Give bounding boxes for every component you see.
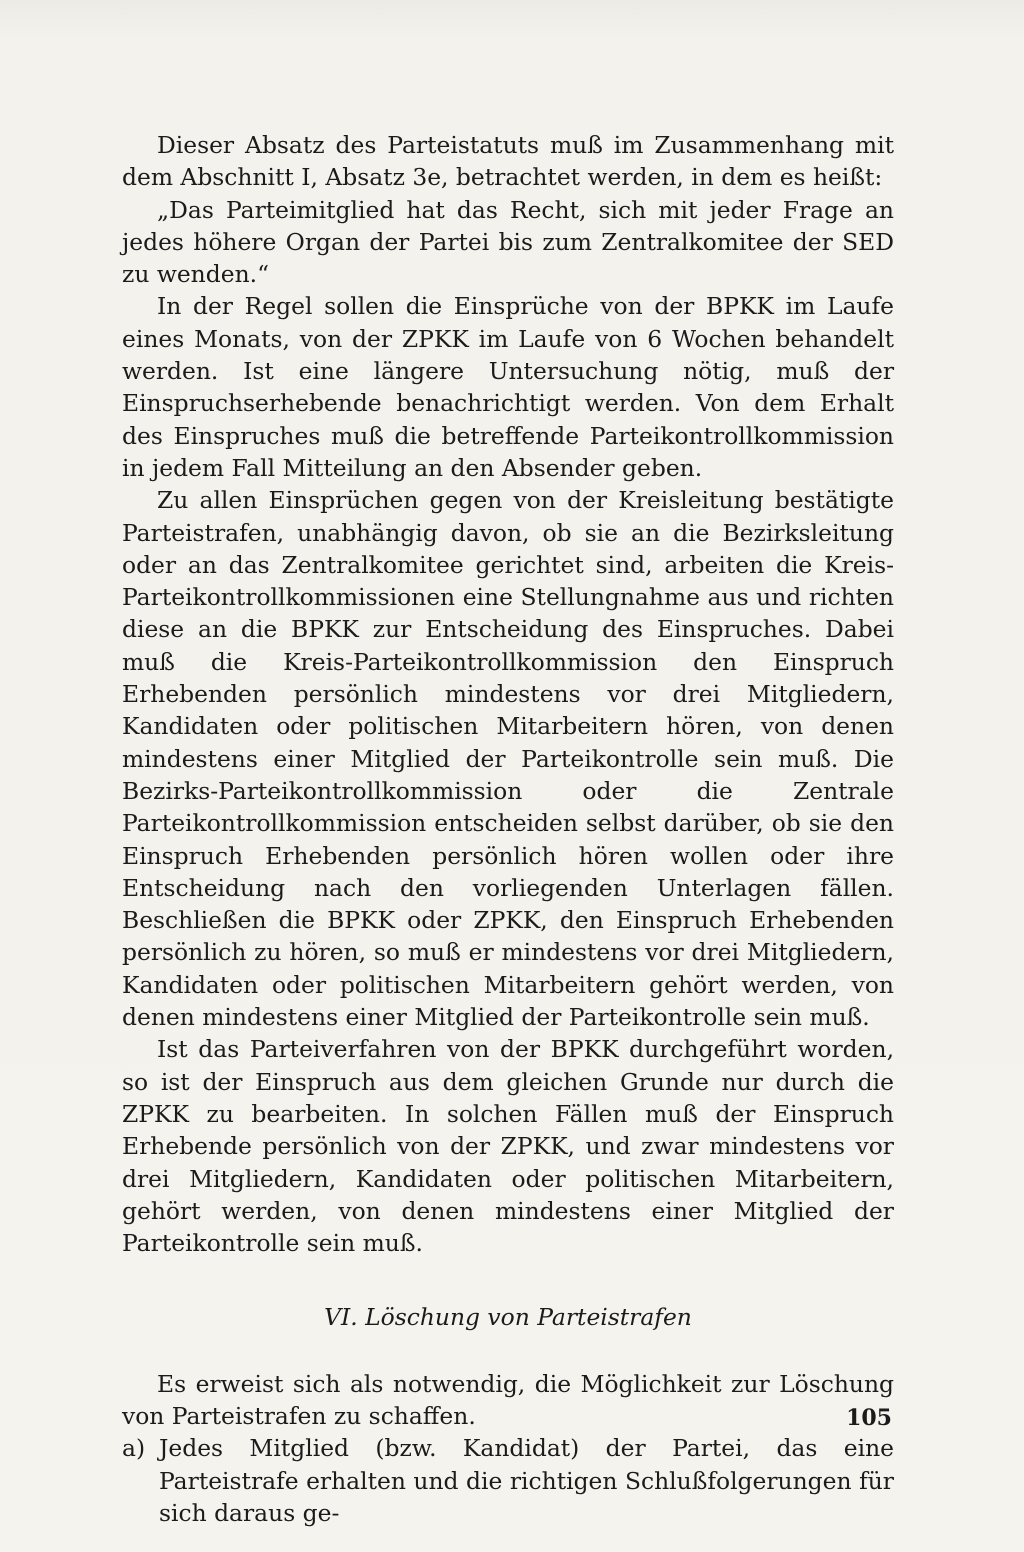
- paragraph: Es erweist sich als notwendig, die Möglichkeit zur Löschung von Parteistrafen zu schaffen.: [122, 1369, 894, 1430]
- quote-paragraph: „Das Parteimitglied hat das Recht, sich mit jeder Frage an jedes höhere Organ der Partei bis zum Zentralkomitee der SED zu wenden.“: [122, 195, 894, 289]
- paragraph: Ist das Parteiverfahren von der BPKK durchgeführt worden, so ist der Einspruch aus dem gleichen Grunde nur durch die ZPKK zu bearbeiten. In solchen Fällen muß der Einspruch Erhebende persönlich von der ZPKK, und zwar mindestens vor drei Mitgliedern, Kandidaten oder politischen Mitarbeitern, gehört werden, von denen mindestens einer Mitglied der Parteikontrolle sein muß.: [122, 1035, 894, 1258]
- paragraph: Dieser Absatz des Parteistatuts muß im Zusammenhang mit dem Abschnitt I, Absatz 3e, betrachtet werden, in dem es heißt:: [122, 131, 894, 192]
- paragraph: Zu allen Einsprüchen gegen von der Kreisleitung bestätigte Parteistrafen, unabhängig davon, ob sie an die Bezirksleitung oder an das Zentralkomitee gerichtet sind, arbeiten die Kreis-Parteikontrollkommissionen eine Stellungnahme aus und richten diese an die BPKK zur Entscheidung des Einspruches. Dabei muß die Kreis-Parteikontrollkommission den Einspruch Erhebenden persönlich mindestens vor drei Mitgliedern, Kandidaten oder politischen Mitarbeitern hören, von denen mindestens einer Mitglied der Parteikontrolle sein muß. Die Bezirks-Parteikontrollkommission oder die Zentrale Parteikontrollkommission entscheiden selbst darüber, ob sie den Einspruch Erhebenden persönlich hören wollen oder ihre Entscheidung nach den vorliegenden Unterlagen fällen. Beschließen die BPKK oder ZPKK, den Einspruch Erhebenden persönlich zu hören, so muß er mindestens vor drei Mitgliedern, Kandidaten oder politischen Mitarbeitern gehört werden, von denen mindestens einer Mitglied der Parteikontrolle sein muß.: [122, 486, 894, 1032]
- paragraph: In der Regel sollen die Einsprüche von der BPKK im Laufe eines Monats, von der ZPKK im Laufe von 6 Wochen behandelt werden. Ist eine längere Untersuchung nötig, muß der Einspruchserhebende benachrichtigt werden. Von dem Erhalt des Einspruches muß die betreffende Parteikontrollkommission in jedem Fall Mitteilung an den Absender geben.: [122, 292, 894, 482]
- page-number: 105: [846, 1405, 892, 1431]
- page-body: [122, 129, 894, 1529]
- list-item: [122, 1432, 894, 1529]
- list-item-text: Jedes Mitglied (bzw. Kandidat) der Partei, das eine Parteistrafe erhalten und die richtigen Schlußfolgerungen für sich daraus ge-: [159, 1434, 894, 1527]
- section-heading: VI. Löschung von Parteistrafen: [324, 1303, 692, 1332]
- list-marker: a): [122, 1434, 146, 1463]
